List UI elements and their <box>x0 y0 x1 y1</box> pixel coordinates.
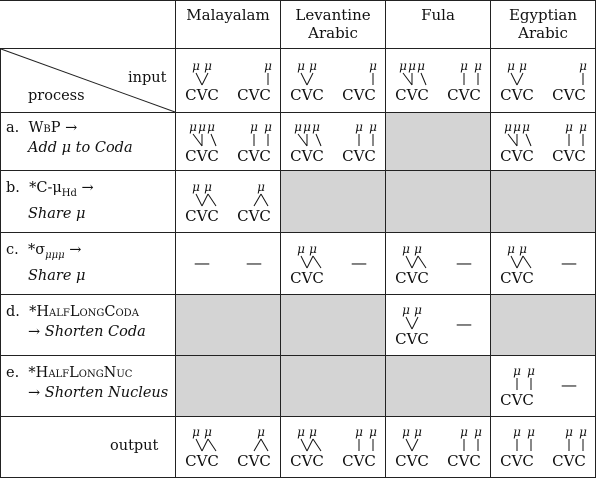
cvc-label: CVC <box>290 146 324 164</box>
syllable-structure <box>176 59 228 103</box>
cvc-label: CVC <box>395 330 429 347</box>
mora-symbol: μ <box>519 58 527 73</box>
association-line <box>196 194 202 206</box>
association-line <box>202 439 208 451</box>
row-label-e: e. *HalfLongNuc → Shorten Nucleus <box>6 365 169 401</box>
association-line <box>196 439 202 451</box>
row-rule <box>0 232 596 233</box>
cvc-label: CVC <box>395 85 429 103</box>
association-line <box>523 256 531 268</box>
syllable-structure <box>386 425 438 469</box>
association-line <box>196 73 202 85</box>
mora-symbol: μ <box>309 425 317 439</box>
association-line <box>208 194 216 206</box>
mora-symbol: μ <box>297 425 305 439</box>
syllable-structure <box>543 59 595 103</box>
empty-gray-cell <box>228 295 280 355</box>
association-line <box>208 439 216 451</box>
cvc-label: CVC <box>395 452 429 469</box>
cvc-label: CVC <box>185 85 219 103</box>
association-line <box>508 134 517 146</box>
cvc-label: CVC <box>500 452 534 469</box>
association-line <box>403 73 412 85</box>
association-line <box>307 73 313 85</box>
mora-symbol: μ <box>402 241 410 256</box>
syllable-structure <box>438 59 490 103</box>
top-border <box>0 0 596 1</box>
mora-symbol: μ <box>414 303 422 317</box>
empty-gray-cell <box>176 356 228 416</box>
mora-symbol: μ <box>303 119 311 134</box>
cvc-label: CVC <box>342 85 376 103</box>
cvc-label: CVC <box>185 206 219 224</box>
syllable-structure <box>386 303 438 347</box>
cvc-label: CVC <box>237 452 271 469</box>
mora-symbol: μ <box>294 119 302 134</box>
cvc-label: CVC <box>552 146 586 164</box>
empty-gray-cell <box>281 295 333 355</box>
syllable-structure <box>438 425 490 469</box>
mora-symbol: μ <box>355 119 363 134</box>
empty-gray-cell <box>176 295 228 355</box>
mora-symbol: μ <box>402 303 410 317</box>
empty-gray-cell <box>281 171 333 232</box>
mora-symbol: μ <box>257 425 265 439</box>
empty-gray-cell <box>543 295 595 355</box>
empty-gray-cell <box>491 171 543 232</box>
mora-symbol: μ <box>527 364 535 378</box>
mora-symbol: μ <box>204 179 212 194</box>
association-line <box>313 256 321 268</box>
cvc-label: CVC <box>185 146 219 164</box>
mora-symbol: μ <box>189 119 197 134</box>
mora-symbol: μ <box>297 58 305 73</box>
mora-symbol: μ <box>504 119 512 134</box>
mora-symbol: μ <box>414 425 422 439</box>
row-rule <box>0 355 596 356</box>
row-rule <box>0 170 596 171</box>
syllable-structure <box>491 59 543 103</box>
lang-header-levantine: Levantine Arabic <box>295 6 371 42</box>
syllable-structure <box>543 120 595 164</box>
empty-gray-cell <box>543 171 595 232</box>
syllable-structure <box>281 120 333 164</box>
lang-header-malayalam: Malayalam <box>186 6 270 24</box>
syllable-structure <box>491 120 543 164</box>
mora-symbol: μ <box>402 425 410 439</box>
cvc-label: CVC <box>500 391 534 408</box>
cvc-label: CVC <box>237 85 271 103</box>
mora-symbol: μ <box>192 58 200 73</box>
association-line <box>301 439 307 451</box>
association-line <box>412 256 418 268</box>
syllable-structure <box>176 120 228 164</box>
association-line <box>202 73 208 85</box>
syllable-structure <box>491 364 543 408</box>
syllable-structure <box>176 180 228 224</box>
syllable-structure <box>491 242 543 286</box>
syllable-structure <box>333 59 385 103</box>
empty-gray-cell <box>438 171 490 232</box>
empty-gray-cell <box>228 356 280 416</box>
association-line <box>526 134 531 146</box>
cvc-label: CVC <box>395 268 429 286</box>
association-line <box>202 194 208 206</box>
syllable-structure <box>281 59 333 103</box>
mora-symbol: μ <box>507 241 515 256</box>
association-line <box>511 256 517 268</box>
mora-symbol: μ <box>192 179 200 194</box>
association-line <box>211 134 216 146</box>
mora-symbol: μ <box>513 425 521 439</box>
input-label: input <box>128 70 167 86</box>
mora-symbol: μ <box>297 241 305 256</box>
mora-symbol: μ <box>399 58 407 73</box>
cvc-label: CVC <box>342 146 376 164</box>
association-line <box>301 256 307 268</box>
cvc-label: CVC <box>447 85 481 103</box>
association-line <box>307 256 313 268</box>
mora-symbol: μ <box>579 425 587 439</box>
association-line <box>517 73 523 85</box>
empty-gray-cell <box>281 356 333 416</box>
row-label-a: a. WbP → Add μ to Coda <box>6 120 133 156</box>
syllable-structure <box>228 120 280 164</box>
mora-symbol: μ <box>264 58 272 73</box>
no-change-dash: — <box>351 252 367 272</box>
mora-symbol: μ <box>414 241 422 256</box>
mora-symbol: μ <box>204 425 212 439</box>
mora-symbol: μ <box>369 58 377 73</box>
association-line <box>418 256 426 268</box>
row-label-b: b. $*C-\mu_{Hd}$ → Share μ <box>6 180 94 222</box>
process-label: process <box>28 88 85 104</box>
syllable-structure <box>333 425 385 469</box>
mora-symbol: μ <box>312 119 320 134</box>
empty-gray-cell <box>386 171 438 232</box>
mora-symbol: μ <box>264 119 272 134</box>
association-line <box>301 73 307 85</box>
cvc-label: CVC <box>290 452 324 469</box>
mora-symbol: μ <box>369 425 377 439</box>
association-line <box>261 439 268 451</box>
mora-symbol: μ <box>250 119 258 134</box>
syllable-structure <box>491 425 543 469</box>
syllable-structure <box>228 425 280 469</box>
cvc-label: CVC <box>237 146 271 164</box>
cvc-label: CVC <box>447 452 481 469</box>
syllable-structure <box>281 242 333 286</box>
mora-symbol: μ <box>527 425 535 439</box>
mora-symbol: μ <box>355 425 363 439</box>
association-line <box>406 439 412 451</box>
mora-symbol: μ <box>522 119 530 134</box>
empty-gray-cell <box>386 113 438 170</box>
syllable-structure <box>176 425 228 469</box>
mora-symbol: μ <box>565 119 573 134</box>
no-change-dash: — <box>456 252 472 272</box>
association-line <box>511 73 517 85</box>
syllable-structure <box>386 242 438 286</box>
empty-gray-cell <box>333 295 385 355</box>
empty-gray-cell <box>438 356 490 416</box>
no-change-dash: — <box>561 375 577 394</box>
empty-gray-cell <box>491 295 543 355</box>
empty-gray-cell <box>386 356 438 416</box>
row-rule <box>0 416 596 417</box>
row-rule <box>0 294 596 295</box>
cvc-label: CVC <box>500 146 534 164</box>
lang-header-egyptian: Egyptian Arabic <box>508 6 578 42</box>
association-line <box>254 194 261 206</box>
mora-symbol: μ <box>513 119 521 134</box>
mora-symbol: μ <box>198 119 206 134</box>
no-change-dash: — <box>194 252 210 272</box>
mora-symbol: μ <box>474 58 482 73</box>
association-line <box>307 439 313 451</box>
association-line <box>412 317 418 329</box>
mora-symbol: μ <box>309 58 317 73</box>
mora-symbol: μ <box>579 119 587 134</box>
cvc-label: CVC <box>500 85 534 103</box>
association-line <box>254 439 261 451</box>
empty-gray-cell <box>333 356 385 416</box>
empty-gray-cell <box>438 113 490 170</box>
empty-gray-cell <box>333 171 385 232</box>
association-line <box>193 134 202 146</box>
mora-symbol: μ <box>369 119 377 134</box>
mora-symbol: μ <box>507 58 515 73</box>
syllable-structure <box>333 120 385 164</box>
cvc-label: CVC <box>552 85 586 103</box>
output-label: output <box>110 438 159 454</box>
mora-symbol: μ <box>460 425 468 439</box>
association-line <box>517 256 523 268</box>
cvc-label: CVC <box>500 268 534 286</box>
mora-symbol: μ <box>309 241 317 256</box>
cvc-label: CVC <box>552 452 586 469</box>
cvc-label: CVC <box>342 452 376 469</box>
syllable-structure <box>228 59 280 103</box>
syllable-structure <box>543 425 595 469</box>
mora-symbol: μ <box>460 58 468 73</box>
row-label-c: c. $*\sigma_{\mu\mu\mu}$ → Share μ <box>6 242 86 284</box>
mora-symbol: μ <box>257 179 265 194</box>
association-line <box>298 134 307 146</box>
lang-header-fula: Fula <box>421 6 455 24</box>
association-line <box>313 439 321 451</box>
cvc-label: CVC <box>290 85 324 103</box>
mora-symbol: μ <box>474 425 482 439</box>
row-label-d: d. *HalfLongCoda → Shorten Coda <box>6 304 146 340</box>
no-change-dash: — <box>561 252 577 272</box>
cvc-label: CVC <box>185 452 219 469</box>
no-change-dash: — <box>246 252 262 272</box>
association-line <box>412 439 418 451</box>
association-line <box>406 317 412 329</box>
association-line <box>261 194 268 206</box>
mora-symbol: μ <box>207 119 215 134</box>
cvc-label: CVC <box>237 206 271 224</box>
association-line <box>316 134 321 146</box>
syllable-structure <box>281 425 333 469</box>
mora-symbol: μ <box>192 425 200 439</box>
mora-symbol: μ <box>565 425 573 439</box>
cvc-label: CVC <box>290 268 324 286</box>
mora-symbol: μ <box>408 58 416 73</box>
association-line <box>421 73 426 85</box>
syllable-structure <box>228 180 280 224</box>
association-line <box>406 256 412 268</box>
mora-symbol: μ <box>513 364 521 378</box>
mora-symbol: μ <box>417 58 425 73</box>
mora-symbol: μ <box>204 58 212 73</box>
mora-symbol: μ <box>579 58 587 73</box>
no-change-dash: — <box>456 314 472 333</box>
mora-symbol: μ <box>519 241 527 256</box>
syllable-structure <box>386 59 438 103</box>
